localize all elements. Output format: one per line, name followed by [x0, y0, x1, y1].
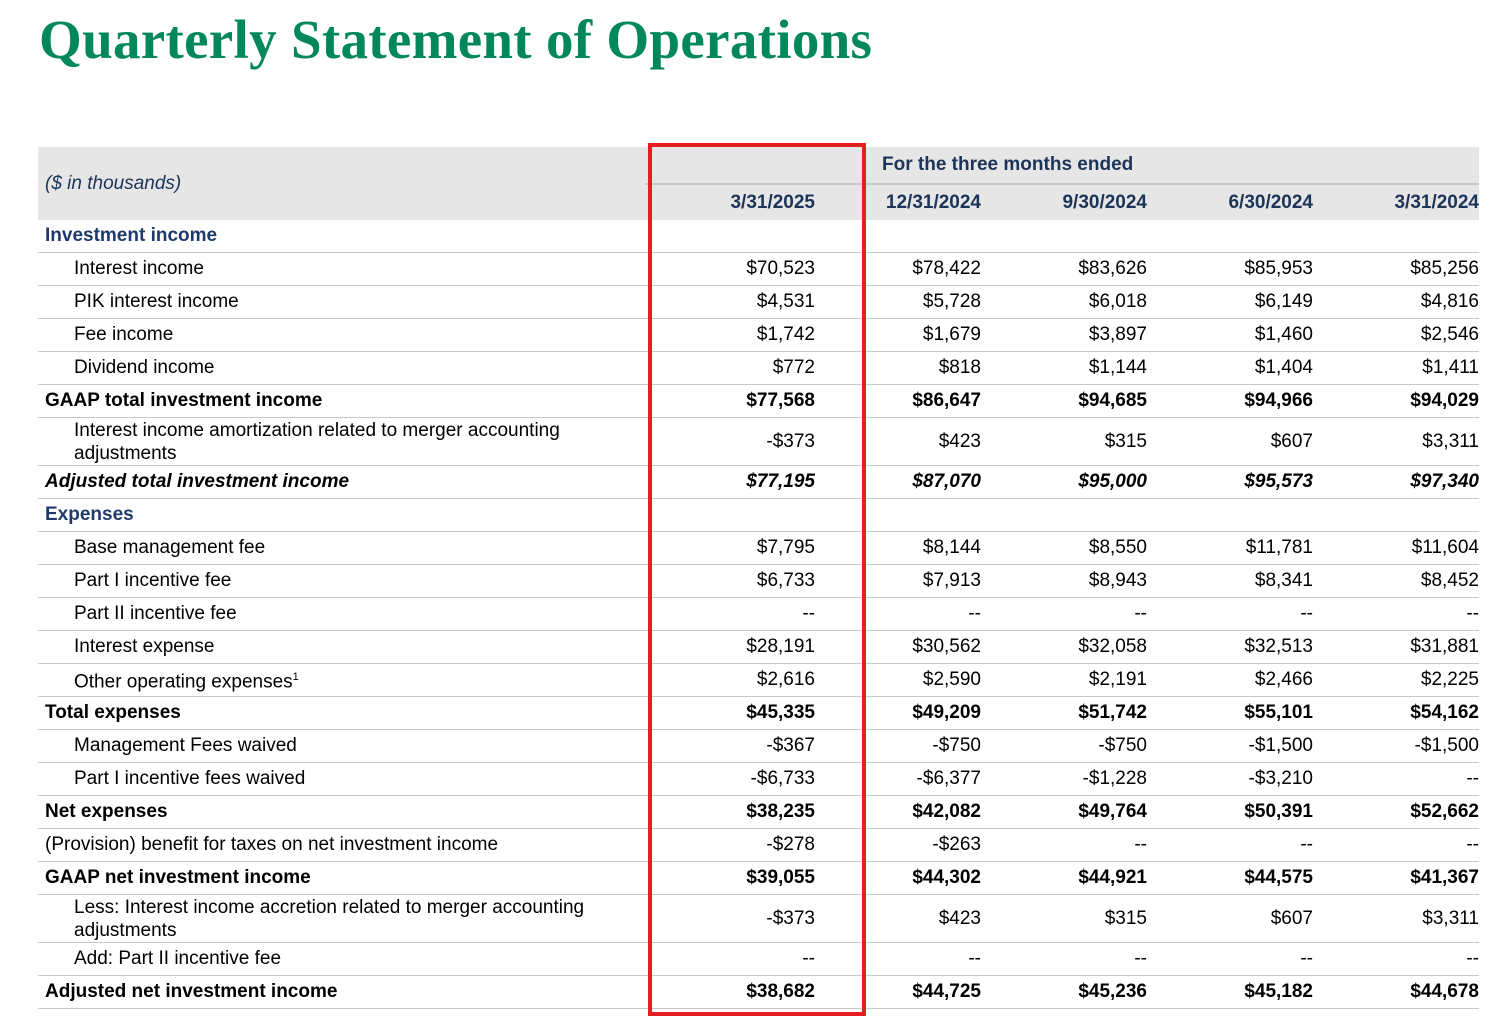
row-label-text: Part I incentive fees waived: [74, 768, 306, 789]
value-cell: $607: [1147, 418, 1313, 466]
row-label: [38, 418, 645, 466]
value-cell: $30,562: [815, 631, 981, 664]
value-cell: -$373: [645, 895, 815, 943]
value-cell: $32,058: [981, 631, 1147, 664]
row-label-text: Total expenses: [45, 702, 181, 723]
value-cell: $8,550: [981, 532, 1147, 565]
value-cell: $55,101: [1147, 697, 1313, 730]
value-cell: --: [1147, 943, 1313, 976]
value-cell: $423: [815, 418, 981, 466]
value-cell: [1147, 220, 1313, 253]
value-cell: $49,209: [815, 697, 981, 730]
value-cell: --: [815, 943, 981, 976]
value-cell: --: [981, 829, 1147, 862]
value-cell: $3,311: [1313, 418, 1479, 466]
value-cell: $86,647: [815, 385, 981, 418]
row-label: [38, 598, 645, 631]
value-cell: $2,616: [645, 664, 815, 697]
row-label-text: Investment income: [45, 225, 218, 246]
value-cell: $44,921: [981, 862, 1147, 895]
value-cell: $4,816: [1313, 286, 1479, 319]
value-cell: --: [1147, 829, 1313, 862]
value-cell: -$367: [645, 730, 815, 763]
value-cell: $95,000: [981, 466, 1147, 499]
period-header: For the three months ended: [815, 147, 1479, 184]
column-header: 6/30/2024: [1228, 191, 1313, 213]
footnote-marker: 1: [292, 671, 299, 684]
value-cell: $44,575: [1147, 862, 1313, 895]
row-label-text: Expenses: [45, 504, 134, 525]
value-cell: --: [1313, 943, 1479, 976]
row-label: [38, 352, 645, 385]
value-cell: [981, 499, 1147, 532]
value-cell: $2,590: [815, 664, 981, 697]
value-cell: -$3,210: [1147, 763, 1313, 796]
value-cell: $2,546: [1313, 319, 1479, 352]
value-cell: $54,162: [1313, 697, 1479, 730]
value-cell: $44,302: [815, 862, 981, 895]
column-header: 12/31/2024: [885, 191, 981, 213]
row-label: [38, 565, 645, 598]
row-label-text: Other operating expenses: [74, 671, 293, 693]
row-label: [38, 697, 645, 730]
value-cell: $52,662: [1313, 796, 1479, 829]
value-cell: $39,055: [645, 862, 815, 895]
value-cell: --: [981, 598, 1147, 631]
value-cell: $6,149: [1147, 286, 1313, 319]
row-label: [38, 532, 645, 565]
value-cell: $8,943: [981, 565, 1147, 598]
value-cell: -$1,500: [1313, 730, 1479, 763]
operations-table: [38, 147, 1479, 1009]
row-label-text: Adjusted net investment income: [45, 981, 338, 1002]
table-row: [38, 286, 1479, 319]
value-cell: -$6,377: [815, 763, 981, 796]
table-body: [38, 220, 1479, 1009]
value-cell: $70,523: [645, 253, 815, 286]
value-cell: $818: [815, 352, 981, 385]
value-cell: $8,144: [815, 532, 981, 565]
row-label: [38, 943, 645, 976]
value-cell: $83,626: [981, 253, 1147, 286]
row-label: [38, 763, 645, 796]
column-header: 9/30/2024: [1062, 191, 1147, 213]
row-label: [38, 631, 645, 664]
table-row: [38, 697, 1479, 730]
row-label: [38, 220, 645, 253]
table-row: [38, 664, 1479, 697]
row-label-text: GAAP net investment income: [45, 867, 311, 888]
value-cell: $51,742: [981, 697, 1147, 730]
value-cell: $77,195: [645, 466, 815, 499]
value-cell: $4,531: [645, 286, 815, 319]
table-row: [38, 631, 1479, 664]
table-row: [38, 829, 1479, 862]
row-label: [38, 895, 645, 943]
value-cell: [645, 499, 815, 532]
table-row: [38, 730, 1479, 763]
value-cell: --: [1313, 829, 1479, 862]
unit-label: ($ in thousands): [45, 172, 182, 194]
column-header: 3/31/2024: [1394, 191, 1479, 213]
value-cell: [981, 220, 1147, 253]
value-cell: $2,191: [981, 664, 1147, 697]
value-cell: [1147, 499, 1313, 532]
row-label-text: (Provision) benefit for taxes on net investment income: [45, 834, 499, 855]
row-label-text: Net expenses: [45, 801, 168, 822]
row-label-text: Adjusted total investment income: [45, 471, 350, 492]
value-cell: --: [645, 943, 815, 976]
value-cell: $95,573: [1147, 466, 1313, 499]
table-row: [38, 499, 1479, 532]
row-label-text: Part II incentive fee: [74, 603, 237, 624]
value-cell: --: [981, 943, 1147, 976]
value-cell: $78,422: [815, 253, 981, 286]
table-row: [38, 385, 1479, 418]
value-cell: $49,764: [981, 796, 1147, 829]
row-label-text: Base management fee: [74, 537, 266, 558]
table-row: [38, 532, 1479, 565]
table-row: [38, 319, 1479, 352]
value-cell: $315: [981, 418, 1147, 466]
value-cell: $3,311: [1313, 895, 1479, 943]
table-row: [38, 976, 1479, 1009]
row-label: [38, 976, 645, 1009]
value-cell: $87,070: [815, 466, 981, 499]
value-cell: $50,391: [1147, 796, 1313, 829]
table-row: [38, 220, 1479, 253]
table-row: [38, 895, 1479, 943]
row-label-text: Part I incentive fee: [74, 570, 232, 591]
row-label: [38, 385, 645, 418]
value-cell: $1,411: [1313, 352, 1479, 385]
value-cell: $7,795: [645, 532, 815, 565]
value-cell: $6,018: [981, 286, 1147, 319]
value-cell: [815, 499, 981, 532]
row-label-text: Add: Part II incentive fee: [74, 948, 282, 969]
value-cell: -$750: [981, 730, 1147, 763]
value-cell: $1,144: [981, 352, 1147, 385]
value-cell: $1,742: [645, 319, 815, 352]
value-cell: $28,191: [645, 631, 815, 664]
value-cell: $2,225: [1313, 664, 1479, 697]
value-cell: $8,452: [1313, 565, 1479, 598]
value-cell: -$263: [815, 829, 981, 862]
value-cell: --: [815, 598, 981, 631]
value-cell: $7,913: [815, 565, 981, 598]
row-label: [38, 499, 645, 532]
value-cell: $32,513: [1147, 631, 1313, 664]
row-label-text: Dividend income: [74, 357, 215, 378]
value-cell: --: [645, 598, 815, 631]
table-row: [38, 418, 1479, 466]
value-cell: $3,897: [981, 319, 1147, 352]
value-cell: $423: [815, 895, 981, 943]
row-label: [38, 664, 645, 697]
row-label: [38, 466, 645, 499]
table-row: [38, 253, 1479, 286]
value-cell: $45,335: [645, 697, 815, 730]
value-cell: $85,953: [1147, 253, 1313, 286]
value-cell: $45,182: [1147, 976, 1313, 1009]
value-cell: -$750: [815, 730, 981, 763]
value-cell: -$1,500: [1147, 730, 1313, 763]
row-label-text: Interest expense: [74, 636, 215, 657]
table-row: [38, 763, 1479, 796]
column-header: 3/31/2025: [730, 191, 815, 213]
row-label-text: PIK interest income: [74, 291, 239, 312]
row-label-text: Fee income: [74, 324, 174, 345]
row-label-text: GAAP total investment income: [45, 390, 323, 411]
value-cell: [645, 220, 815, 253]
table-row: [38, 862, 1479, 895]
value-cell: $94,685: [981, 385, 1147, 418]
row-label: [38, 862, 645, 895]
row-label: [38, 319, 645, 352]
row-label: [38, 730, 645, 763]
value-cell: $31,881: [1313, 631, 1479, 664]
value-cell: --: [1313, 763, 1479, 796]
value-cell: $45,236: [981, 976, 1147, 1009]
value-cell: --: [1313, 598, 1479, 631]
table-row: [38, 466, 1479, 499]
row-label: [38, 796, 645, 829]
value-cell: $772: [645, 352, 815, 385]
value-cell: $315: [981, 895, 1147, 943]
value-cell: $5,728: [815, 286, 981, 319]
value-cell: $38,235: [645, 796, 815, 829]
row-label-text: Interest income amortization related to merger accounting adjustments: [74, 419, 560, 464]
value-cell: $11,604: [1313, 532, 1479, 565]
value-cell: $38,682: [645, 976, 815, 1009]
value-cell: $607: [1147, 895, 1313, 943]
row-label-text: Management Fees waived: [74, 735, 297, 756]
value-cell: -$373: [645, 418, 815, 466]
row-label: [38, 829, 645, 862]
row-label: [38, 253, 645, 286]
value-cell: $11,781: [1147, 532, 1313, 565]
value-cell: $1,404: [1147, 352, 1313, 385]
value-cell: $8,341: [1147, 565, 1313, 598]
value-cell: $44,725: [815, 976, 981, 1009]
value-cell: $2,466: [1147, 664, 1313, 697]
value-cell: [1313, 499, 1479, 532]
value-cell: $94,966: [1147, 385, 1313, 418]
value-cell: $44,678: [1313, 976, 1479, 1009]
table-row: [38, 352, 1479, 385]
value-cell: $1,460: [1147, 319, 1313, 352]
row-label-text: Interest income: [74, 258, 204, 279]
value-cell: $77,568: [645, 385, 815, 418]
page-title: Quarterly Statement of Operations: [39, 9, 873, 70]
value-cell: $42,082: [815, 796, 981, 829]
value-cell: $94,029: [1313, 385, 1479, 418]
value-cell: [1313, 220, 1479, 253]
row-label-text: Less: Interest income accretion related to merger accounting adjustments: [74, 896, 585, 941]
value-cell: -$6,733: [645, 763, 815, 796]
value-cell: $97,340: [1313, 466, 1479, 499]
header-row-period: [38, 147, 1479, 184]
row-label: [38, 286, 645, 319]
value-cell: -$1,228: [981, 763, 1147, 796]
value-cell: $85,256: [1313, 253, 1479, 286]
table-row: [38, 598, 1479, 631]
value-cell: $41,367: [1313, 862, 1479, 895]
value-cell: -$278: [645, 829, 815, 862]
table-row: [38, 943, 1479, 976]
value-cell: --: [1147, 598, 1313, 631]
table-row: [38, 796, 1479, 829]
value-cell: $1,679: [815, 319, 981, 352]
value-cell: [815, 220, 981, 253]
value-cell: $6,733: [645, 565, 815, 598]
table-row: [38, 565, 1479, 598]
